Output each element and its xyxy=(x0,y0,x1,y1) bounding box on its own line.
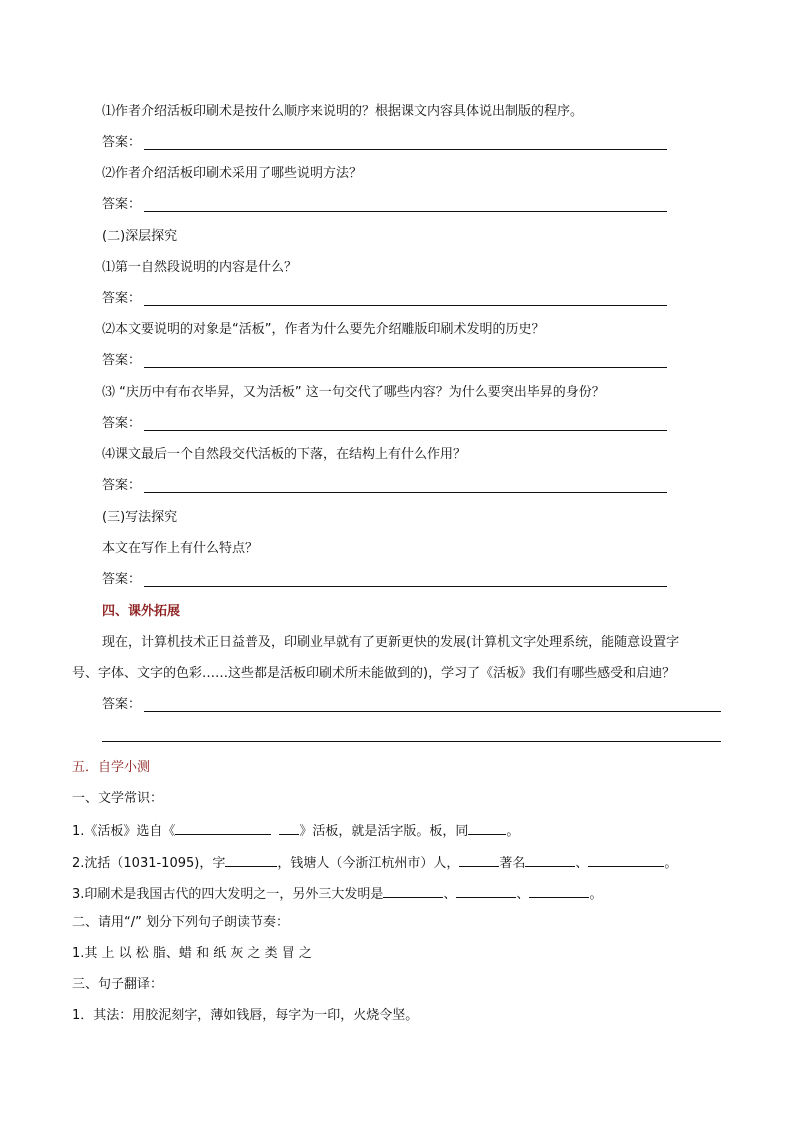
answer-label: 答案： xyxy=(102,478,142,493)
fill-blank-source-2[interactable] xyxy=(279,820,299,835)
answer-label: 答案： xyxy=(102,197,142,212)
lit2-text-c: 著名 xyxy=(499,856,526,871)
fill-blank-role-1[interactable] xyxy=(525,852,575,867)
answer-line[interactable] xyxy=(144,211,667,212)
fill-blank-role-2[interactable] xyxy=(588,852,664,867)
literature-question-3 xyxy=(72,883,602,905)
lit2-text-b: ，钱塘人（今浙江杭州市）人， xyxy=(277,856,460,871)
fill-blank-same-as[interactable] xyxy=(468,820,506,835)
rhythm-title: 二、请用“/” 划分下列句子朗读节奏： xyxy=(72,915,289,930)
translation-sentence-1: 1．其法：用胶泥刻字，薄如钱唇，每字为一印，火烧令坚。 xyxy=(72,1008,419,1023)
question-2-3: ⑶ “庆历中有布衣毕昇，又为活板” 这一句交代了哪些内容？为什么要突出毕昇的身份？ xyxy=(102,385,605,400)
answer-line[interactable] xyxy=(144,367,667,368)
answer-label: 答案： xyxy=(102,291,142,306)
fill-blank-dynasty[interactable] xyxy=(459,852,499,867)
lit1-text-a: 1.《活板》选自《 xyxy=(72,824,176,839)
lit3-separator: 、 xyxy=(443,887,457,902)
lit1-text-c: 。 xyxy=(506,824,520,839)
rhythm-sentence-1: 1.其 上 以 松 脂、蜡 和 纸 灰 之 类 冒 之 xyxy=(72,946,312,961)
answer-line[interactable] xyxy=(144,149,667,150)
section-4-paragraph-line-2: 号、字体、文字的色彩……这些都是活板印刷术所未能做到的)，学习了《活板》我们有哪些感受和启迪？ xyxy=(72,666,676,681)
translation-title: 三、句子翻译： xyxy=(72,977,164,992)
fill-blank-invention-3[interactable] xyxy=(529,883,589,898)
lit1-text-b: 》活板，就是活字版。板，同 xyxy=(299,824,469,839)
answer-label: 答案： xyxy=(102,697,142,712)
section-4-paragraph-line-1: 现在，计算机技术正日益普及，印刷业早就有了更新更快的发展(计算机文字处理系统，能随意设置字 xyxy=(102,635,680,650)
answer-label: 答案： xyxy=(102,135,142,150)
answer-label: 答案： xyxy=(102,572,142,587)
section-5-title: 五．自学小测 xyxy=(72,760,151,775)
section-deep-inquiry: (二)深层探究 xyxy=(102,229,178,244)
answer-line[interactable] xyxy=(144,430,667,431)
section-4-title: 四、课外拓展 xyxy=(102,604,181,619)
fill-blank-invention-1[interactable] xyxy=(383,883,443,898)
lit2-text-e: 。 xyxy=(664,856,678,871)
question-1-1: ⑴作者介绍活板印刷术是按什么顺序来说明的？根据课文内容具体说出制版的程序。 xyxy=(102,104,584,119)
answer-label: 答案： xyxy=(102,353,142,368)
lit2-text-a: 2.沈括（1031-1095)，字 xyxy=(72,856,226,871)
lit3-separator: 、 xyxy=(516,887,530,902)
fill-blank-courtesy-name[interactable] xyxy=(225,852,277,867)
answer-line-extra[interactable] xyxy=(102,741,721,742)
fill-blank-invention-2[interactable] xyxy=(456,883,516,898)
answer-line[interactable] xyxy=(144,586,667,587)
answer-label: 答案： xyxy=(102,416,142,431)
question-2-2: ⑵本文要说明的对象是“活板”，作者为什么要先介绍雕版印刷术发明的历史？ xyxy=(102,322,545,337)
answer-line[interactable] xyxy=(144,492,667,493)
literature-question-2 xyxy=(72,852,677,874)
answer-line[interactable] xyxy=(144,305,667,306)
lit3-text-a: 3.印刷术是我国古代的四大发明之一，另外三大发明是 xyxy=(72,887,384,902)
question-2-4: ⑷课文最后一个自然段交代活板的下落，在结构上有什么作用？ xyxy=(102,447,467,462)
question-2-1: ⑴第一自然段说明的内容是什么？ xyxy=(102,260,298,275)
lit3-text-end: 。 xyxy=(589,887,603,902)
literature-knowledge-title: 一、文学常识： xyxy=(72,791,164,806)
lit2-text-d: 、 xyxy=(575,856,589,871)
question-1-2: ⑵作者介绍活板印刷术采用了哪些说明方法？ xyxy=(102,166,363,181)
question-3: 本文在写作上有什么特点？ xyxy=(102,541,259,556)
section-writing-inquiry: (三)写法探究 xyxy=(102,510,178,525)
literature-question-1 xyxy=(72,820,519,842)
fill-blank-source[interactable] xyxy=(175,820,271,835)
answer-line[interactable] xyxy=(144,711,721,712)
